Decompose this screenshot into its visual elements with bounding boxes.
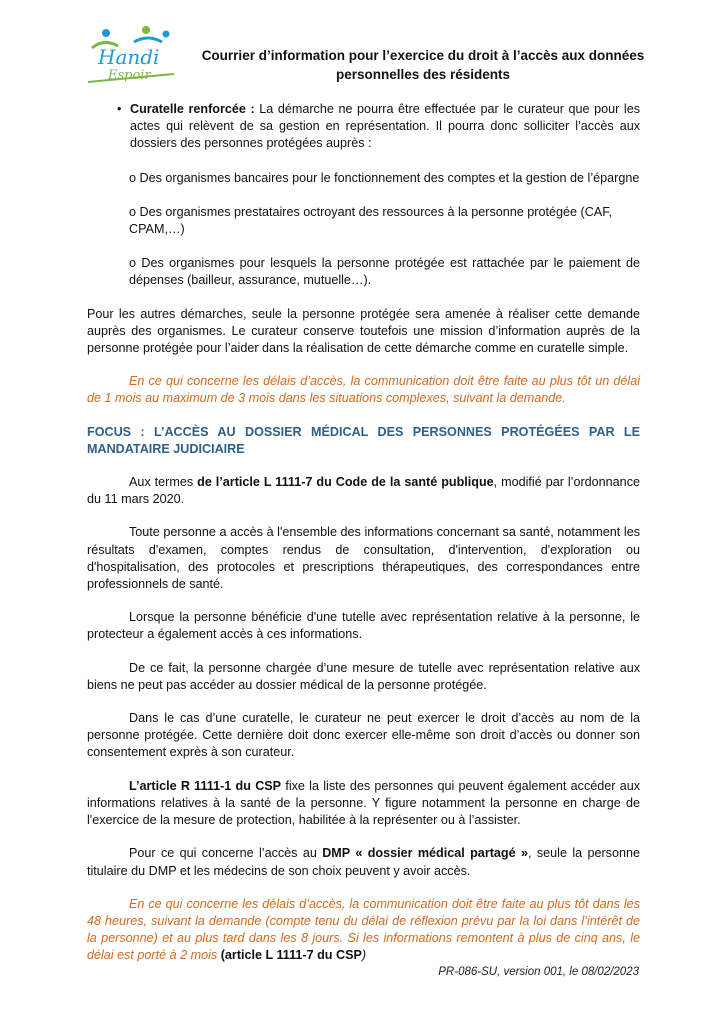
paragraph-article-l1111-7 (87, 474, 640, 508)
sub-item-banking: o Des organismes bancaires pour le fonctionnement des comptes et la gestion de l’épargne (129, 170, 640, 185)
document-title (190, 46, 656, 84)
paragraph-other-procedures: Pour les autres démarches, seule la personne protégée sera amenée à réaliser cette demande auprès des organismes. Le curateur conserve toutefois une mission d’information auprès de la personne protégée pour l’aider dans la réalisation de cette démarche comme en curatelle simple. (87, 306, 640, 356)
document-title-line-2: personnelles des résidents (335, 67, 511, 82)
delay-note-2-close: ) (361, 948, 367, 963)
handi-espoir-logo (84, 24, 178, 84)
bullet-label: Curatelle renforcée : (130, 102, 255, 116)
paragraph-access-rights: Toute personne a accès à l'ensemble des informations concernant sa santé, notamment les résultats d'examen, comptes rendus de consultation, d'intervention, d'exploration ou d'hospitalisation, des protocoles et prescriptions thérapeutiques, des correspondances entre professionnels de santé. (87, 525, 640, 592)
paragraph-tutelle: Lorsque la personne bénéficie d'une tutelle avec représentation relative à la personne, le protecteur a également accès à ces informations. (87, 610, 640, 642)
r1111-text: fixe la liste des personnes qui peuvent également accéder aux informations relatives à la santé de la personne. Y figure notamment la personne en charge de l'exercice de la mesure de protection, habilitée à la représenter ou à l’assister. (87, 778, 640, 828)
paragraph-tutelle-biens: De ce fait, la personne chargée d’une mesure de tutelle avec représentation relative aux biens ne peut pas accéder au dossier médical de la personne protégée. (87, 660, 640, 692)
document-footer: PR-086-SU, version 001, le 08/02/2023 (438, 966, 639, 978)
delay-note-2 (87, 896, 640, 965)
logo-text-espoir: Espoir (108, 68, 151, 83)
paragraph-article-r1111-1 (87, 778, 640, 830)
delay-note-2-ref: (article L 1111-7 du CSP (217, 948, 362, 963)
bullet-curatelle-renforcee (87, 101, 640, 153)
r1111-ref: L’article R 1111-1 du CSP (129, 778, 282, 793)
article-pre: Aux termes (129, 475, 198, 490)
paragraph-curatelle: Dans le cas d’une curatelle, le curateur ne peut exercer le droit d’accès au nom de la personne protégée. Cette dernière doit donc exercer elle-même son droit d’accès ou donner son consentement exprès à son curateur. (87, 711, 640, 760)
delay-note-2-text: En ce qui concerne les délais d’accès, la communication doit être faite au plus tôt dans les 48 heures, suivant la demande (compte tenu du délai de réflexion prévu par la loi dans l’intérêt de la personne) et au plus tard dans les 8 jours. Si les informations remontent à plus de cinq ans, le délai est porté à 2 mois (87, 896, 640, 963)
dmp-post: , seule la personne titulaire du DMP et les médecins de son choix peuvent y avoir accès. (87, 846, 640, 878)
logo-text-handi: Handi (98, 45, 160, 69)
sub-item-expenses: o Des organismes pour lesquels la personne protégée est rattachée par le paiement de dépenses (bailleur, assurance, mutuelle…). (129, 256, 640, 288)
paragraph-dmp (87, 845, 640, 879)
dmp-term: DMP « dossier médical partagé » (322, 846, 528, 861)
focus-heading: FOCUS : L’ACCÈS AU DOSSIER MÉDICAL DES PERSONNES PROTÉGÉES PAR LE MANDATAIRE JUDICIAIRE (87, 424, 640, 456)
dmp-pre: Pour ce qui concerne l’accès au (129, 846, 323, 861)
sub-item-providers: o Des organismes prestataires octroyant des ressources à la personne protégée (CAF, CPAM,…) (129, 204, 613, 237)
document-title-line-1: Courrier d’information pour l’exercice du droit à l’accès aux données (201, 48, 645, 63)
article-post: , modifié par l’ordonnance du 11 mars 2020. (87, 475, 640, 507)
document-body (87, 101, 640, 965)
bullet-text: La démarche ne pourra être effectuée par le curateur que pour les actes qui relèvent de sa gestion en représentation. Il pourra donc solliciter l’accès aux dossiers des personnes protégées auprès : (130, 102, 641, 151)
article-ref: de l’article L 1111-7 du Code de la santé publique (197, 475, 494, 490)
delay-note-1: En ce qui concerne les délais d’accès, la communication doit être faite au plus tôt un délai de 1 mois au maximum de 3 mois dans les situations complexes, suivant la demande. (87, 374, 640, 406)
bullet-dot: • (117, 102, 122, 116)
